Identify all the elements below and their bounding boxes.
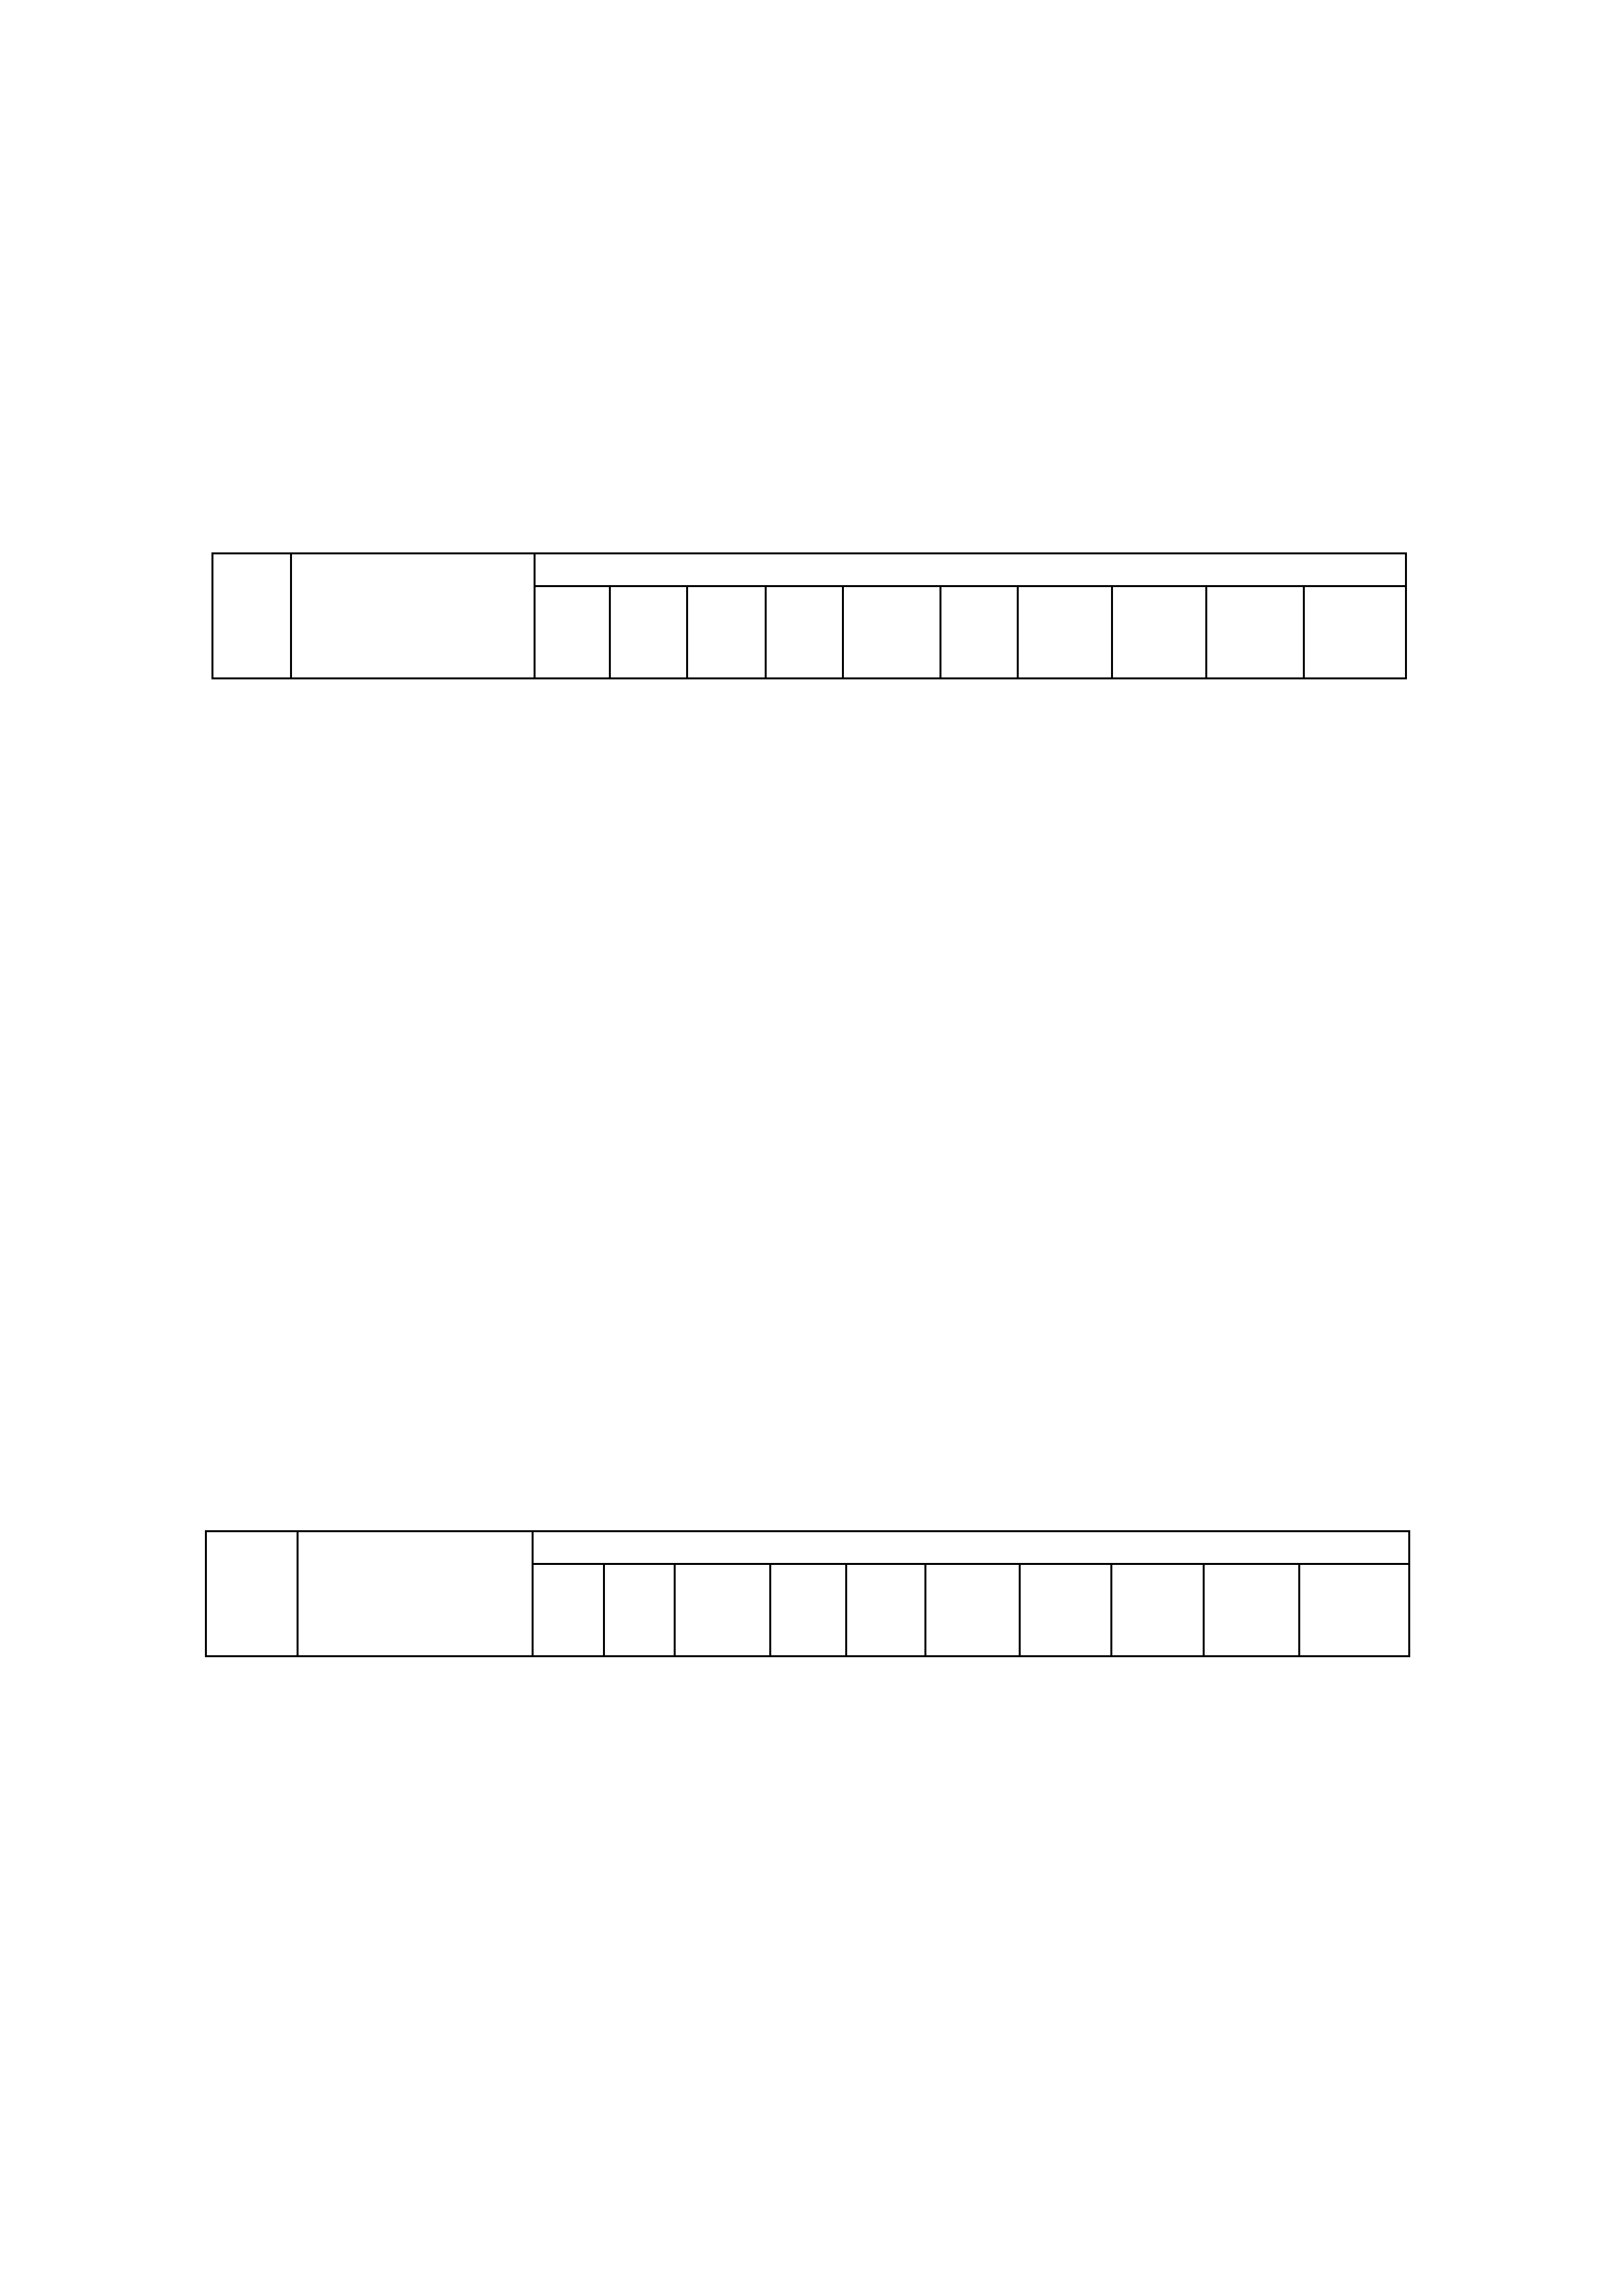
header-process-name (291, 554, 534, 679)
header-cat-3 (687, 586, 766, 679)
header-number-cell (213, 554, 291, 679)
header-number-cell (206, 1532, 298, 1657)
header-process-name (298, 1532, 533, 1657)
header-cat-8 (1112, 586, 1206, 679)
header-cat-7 (1020, 1564, 1112, 1657)
header-cat-2 (604, 1564, 674, 1657)
table-135-header (205, 1530, 1410, 1657)
header-cat-9 (1206, 586, 1304, 679)
header-cat-4 (770, 1564, 847, 1657)
header-cat-10 (1304, 586, 1406, 679)
header-cat-5 (843, 586, 941, 679)
table-134-header (211, 552, 1407, 679)
header-cat-1 (534, 586, 610, 679)
header-cat-2 (610, 586, 687, 679)
header-cat-5 (847, 1564, 926, 1657)
header-cat-1 (533, 1564, 604, 1657)
header-cat-4 (765, 586, 843, 679)
header-cat-10 (1299, 1564, 1409, 1657)
header-cat-3 (674, 1564, 770, 1657)
header-categories (533, 1532, 1410, 1564)
header-cat-6 (926, 1564, 1020, 1657)
header-cat-7 (1018, 586, 1112, 679)
header-cat-8 (1112, 1564, 1203, 1657)
header-categories (534, 554, 1406, 586)
header-cat-9 (1203, 1564, 1299, 1657)
header-cat-6 (941, 586, 1018, 679)
